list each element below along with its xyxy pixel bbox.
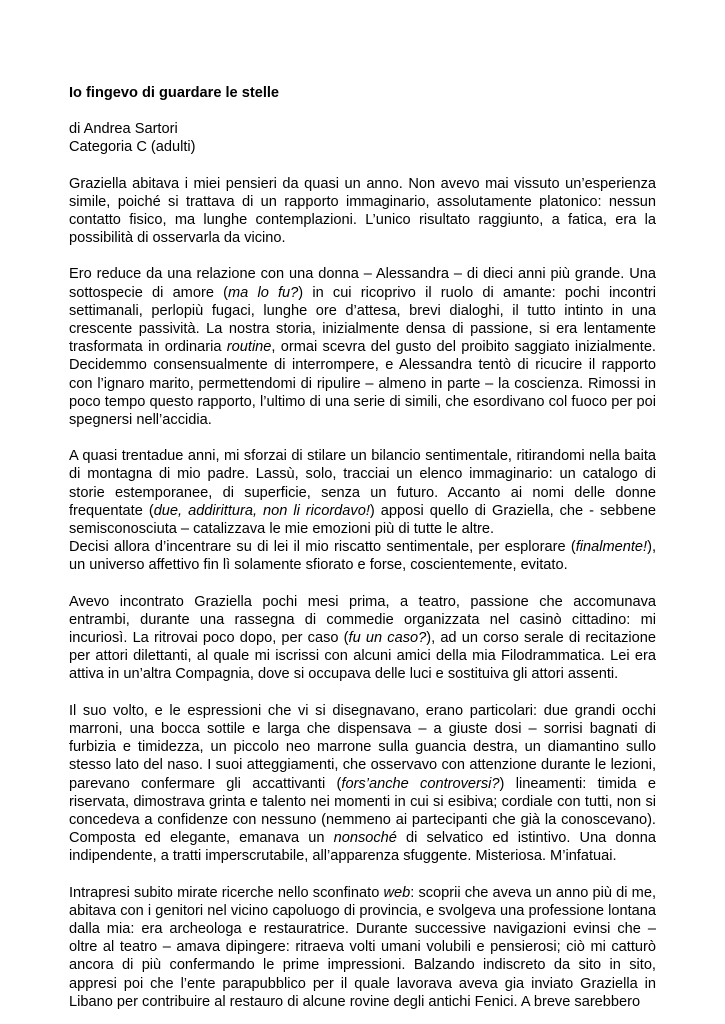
italic-text: fu un caso?	[348, 630, 427, 647]
italic-text: finalmente!	[575, 539, 648, 556]
paragraph	[69, 702, 656, 866]
paragraph-text: Avevo incontrato Graziella pochi mesi prima, a teatro, passione che accomunava entrambi, durante una rassegna di commedie organizzata nel casinò cittadino: mi incuriosì. La ritrovai poco dopo, per caso (	[69, 593, 656, 647]
story-title: Io fingevo di guardare le stelle	[69, 85, 280, 101]
story-body	[69, 175, 656, 1011]
italic-text: routine	[226, 339, 272, 356]
paragraph-text: Graziella abitava i miei pensieri da quasi un anno. Non avevo mai vissuto un’esperienza simile, poiché si trattava di un rapporto immaginario, assolutamente platonico: nessun contatto fisico, ma lunghe contemplazioni. L’unico risultato raggiunto, a fatica, era la possibilità di osservarla da vicino.	[69, 175, 656, 247]
paragraph-text: ) lineamenti: timida e riservata, dimostrava grinta e talento nei momenti in cui si esibiva; cordiale con tutti, non si concedeva a confidenze con nessuno (nemmeno ai partecipanti che già la conoscevano). Composta ed elegante, emanava un	[69, 775, 656, 847]
paragraph-text: ) apposi quello di Graziella, che - sebbene semisconosciuta – catalizzava le mie emozioni più di tutte le altre.	[69, 502, 656, 538]
italic-text: ma lo fu?	[227, 284, 299, 301]
paragraph-text: Ero reduce da una relazione con una donna – Alessandra – di dieci anni più grande. Una sottospecie di amore (	[69, 266, 656, 301]
story-meta	[69, 120, 656, 156]
paragraph	[69, 447, 656, 538]
paragraph	[69, 884, 656, 1011]
paragraph	[69, 538, 656, 574]
italic-text: fors’anche controversi?	[341, 775, 500, 792]
paragraph-text: ), un universo affettivo fin lì solamente sfiorato e forse, coscientemente, evitato.	[69, 539, 656, 574]
italic-text: nonsoché	[333, 830, 397, 847]
paragraph-text: ) in cui ricoprivo il ruolo di amante: pochi incontri settimanali, perlopiù fugaci, lunghe ore d’attesa, brevi dialoghi, il tutto intinto in una crescente passività. La nostra storia, inizialmente densa di passione, si era lentamente trasformata in ordinaria	[69, 284, 656, 356]
paragraph-text: : scoprii che aveva un anno più di me, abitava con i genitori nel vicino capoluogo di provincia, e svolgeva una professione lontana dalla mia: era archeologa e restauratrice. Durante successive navigazioni evinsi che – oltre al teatro – amava dipingere: ritraeva volti umani volubili e pensierosi; ciò mi catturò ancora di più confermando le prime impressioni. Balzando indiscreto da sito in sito, appresi poi che l’ente parapubblico per il quale lavorava aveva gia inviato Graziella in Libano per contribuire al restauro di alcune rovine degli antichi Fenici. A breve sarebbero	[69, 884, 657, 1010]
paragraph-text: Decisi allora d’incentrare su di lei il mio riscatto sentimentale, per esplorare (	[69, 539, 576, 556]
paragraph	[69, 593, 656, 684]
category-line: Categoria C (adulti)	[69, 139, 196, 156]
paragraph-text: di selvatico ed istintivo. Una donna indipendente, a tratti imperscrutabile, all’apparenza sfuggente. Misteriosa. M’infatuai.	[69, 830, 656, 865]
paragraph-text: A quasi trentadue anni, mi sforzai di stilare un bilancio sentimentale, ritirandomi nella baita di montagna di mio padre. Lassù, solo, tracciai un elenco immaginario: un catalogo di storie estemporanee, di superficie, senza un futuro. Accanto ai nomi delle donne frequentate (	[69, 448, 656, 519]
document-page	[69, 84, 656, 1011]
author-line: di Andrea Sartori	[69, 121, 178, 138]
paragraph-text: ), ad un corso serale di recitazione per attori dilettanti, al quale mi iscrissi con alcuni amici della mia Filodrammatica. Lei era attiva in un’altra Compagnia, dove si occupava delle luci e sostituiva gli attori assenti.	[69, 630, 656, 683]
paragraph	[69, 265, 656, 429]
italic-text: web	[383, 884, 411, 901]
italic-text: due, addirittura, non li ricordavo!	[153, 502, 370, 519]
paragraph-text: Intrapresi subito mirate ricerche nello sconfinato	[69, 884, 384, 901]
paragraph	[69, 175, 656, 248]
paragraph-text: , ormai scevra del gusto del proibito saggiato inizialmente. Decidemmo consensualmente di interrompere, e Alessandra tentò di ricucire il rapporto con l’ignaro marito, permettendomi di ripulire – almeno in parte – la coscienza. Rimossi in poco tempo questo rapporto, l’ultimo di una serie di simili, che esordivano col fuoco per poi spegnersi nell’accidia.	[69, 339, 656, 429]
paragraph-text: Il suo volto, e le espressioni che vi si disegnavano, erano particolari: due grandi occhi marroni, una bocca sottile e larga che dispensava – a giuste dosi – sorrisi bagnati di furbizia e timidezza, un piccolo neo marrone sulla guancia destra, un diamantino sullo stesso lato del naso. I suoi atteggiamenti, che osservavo con attenzione durante le lezioni, parevano confermare gli accattivanti (	[69, 702, 656, 792]
